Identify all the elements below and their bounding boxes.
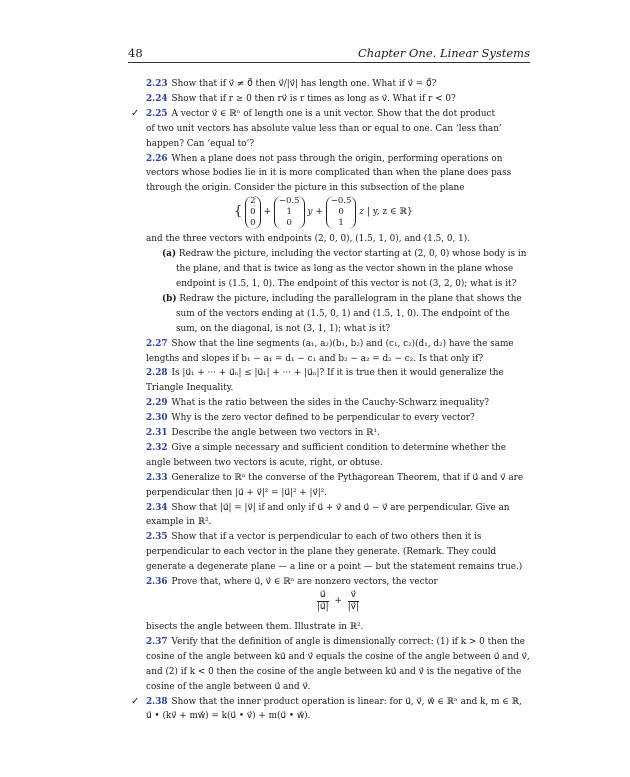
exercise-2-32 bbox=[146, 441, 530, 471]
exercise-text: Show that the line segments (a₁, a₂)(b₁, b₂) and (c₁, c₂)(d₁, d₂) have the same lengths and slopes if b₁ − a₁ = d₁ − c₁ and b₂ − a₂ = d₂ − c₂. Is that only if? bbox=[146, 338, 514, 364]
exercise-2-28 bbox=[146, 366, 530, 396]
exercise-2-36 bbox=[146, 575, 530, 590]
exercise-text: Why is the zero vector defined to be perpendicular to every vector? bbox=[171, 413, 475, 424]
exercise-2-23 bbox=[146, 77, 530, 92]
plane-equation: { 2 0 0 + −0.5 1 0 y + −0.5 0 1 z | y, z ∈ ℝ} bbox=[234, 196, 413, 229]
exercise-text: Verify that the definition of angle is dimensionally correct: (1) if k > 0 then the cosine of the angle between ku⃗ and v⃗ equals the cosine of the angle between u⃗ and v⃗, and (2) if k < 0 then the cosine of the angle between ku⃗ and v⃗ is the negative of the cosine of the angle between u⃗ and v⃗. bbox=[146, 636, 530, 692]
exercise-text: Show that the inner product operation is linear: for u⃗, v⃗, w⃗ ∈ ℝⁿ and k, m ∈ ℝ, u⃗ • (kv⃗ + mw⃗) = k(u⃗ • v⃗) + m(u⃗ • w⃗). bbox=[146, 696, 522, 722]
exercise-2-26 bbox=[146, 152, 530, 197]
exercise-2-34 bbox=[146, 501, 530, 531]
exercise-number: 2.23 bbox=[146, 79, 168, 89]
exercise-number: 2.29 bbox=[146, 398, 168, 409]
exercise-number: 2.31 bbox=[146, 428, 168, 439]
exercise-number: 2.27 bbox=[146, 338, 168, 349]
subpart-a: (a) Redraw the picture, including the vector starting at (2, 0, 0) whose body is in the plane, and that is twice as long as the vector shown in the plane whose endpoint is (1.5, 1, 0). The endpoint of this vector is not (3, 2, 0); what is it? bbox=[162, 249, 527, 289]
exercise-number: 2.33 bbox=[146, 472, 168, 483]
exercise-number: 2.37 bbox=[146, 636, 168, 647]
recommended-check-icon: ✓ bbox=[131, 107, 140, 119]
exercise-text: Describe the angle between two vectors in ℝ¹. bbox=[171, 428, 380, 439]
bisector-followup: bisects the angle between them. Illustrate in ℝ². bbox=[146, 622, 364, 632]
exercise-2-38 bbox=[131, 695, 530, 725]
exercise-text: Show that |u⃗| = |v⃗| if and only if u⃗ + v⃗ and u⃗ − v⃗ are perpendicular. Give an example in ℝ². bbox=[146, 502, 510, 528]
exercise-number: 2.38 bbox=[146, 696, 168, 707]
exercise-number: 2.25 bbox=[146, 108, 168, 119]
header-rule bbox=[128, 62, 530, 63]
exercise-2-29 bbox=[146, 396, 530, 411]
exercise-number: 2.36 bbox=[146, 577, 168, 588]
exercise-2-30 bbox=[146, 411, 530, 426]
exercise-text: vectors whose bodies lie in it is more complicated than when the plane does pass bbox=[146, 168, 512, 179]
plane-followup: and the three vectors with endpoints (2, 0, 0), (1.5, 1, 0), and (1.5, 0, 1). bbox=[146, 234, 471, 245]
exercise-2-24 bbox=[146, 92, 530, 107]
exercise-number: 2.26 bbox=[146, 153, 168, 164]
exercise-text: Show that if v⃗ ≠ 0⃗ then v⃗/|v⃗| has length one. What if v⃗ = 0⃗? bbox=[171, 79, 437, 89]
exercise-number: 2.28 bbox=[146, 368, 168, 379]
vector-v1: −0.5 1 0 bbox=[274, 196, 305, 229]
exercise-text: Show that if a vector is perpendicular to each of two others then it is perpendicular to each vector in the plane they generate. (Remark. They could generate a degenerate plane — a line or a point — but the statement remains true.) bbox=[146, 532, 523, 573]
exercise-2-33 bbox=[146, 471, 530, 501]
exercise-2-35 bbox=[146, 530, 530, 575]
exercise-text: Generalize to ℝⁿ the converse of the Pythagorean Theorem, that if u⃗ and v⃗ are perpendicular then |u⃗ + v⃗|² = |u⃗|² + |v⃗|². bbox=[146, 472, 524, 498]
bisector-formula: $\frac{u⃗}{|u⃗|}$ + $\frac{v⃗}{|v⃗|}$ bbox=[316, 590, 360, 612]
exercise-2-25 bbox=[131, 107, 530, 152]
exercise-number: 2.30 bbox=[146, 413, 168, 424]
exercise-2-31 bbox=[146, 426, 530, 441]
exercise-text: Show that if r ≥ 0 then rv⃗ is r times as long as v⃗. What if r < 0? bbox=[171, 93, 456, 104]
chapter-title: Chapter One. Linear Systems bbox=[357, 46, 530, 60]
exercise-text: When a plane does not pass through the origin, performing operations on bbox=[171, 153, 503, 164]
exercise-text: Prove that, where u⃗, v⃗ ∈ ℝⁿ are nonzero vectors, the vector bbox=[171, 577, 438, 588]
exercise-list bbox=[131, 77, 530, 724]
page-header bbox=[128, 46, 530, 62]
exercise-text: Give a simple necessary and sufficient condition to determine whether the angle between two vectors is acute, right, or obtuse. bbox=[146, 442, 506, 468]
subpart-b: (b) Redraw the picture, including the parallelogram in the plane that shows the sum of the vectors ending at (1.5, 0, 1) and (1.5, 1, 0). The endpoint of the sum, on the diagonal, is not (3, 1, 1); what is it? bbox=[162, 293, 522, 334]
exercise-number: 2.32 bbox=[146, 442, 168, 453]
exercise-number: 2.34 bbox=[146, 502, 168, 513]
recommended-check-icon: ✓ bbox=[131, 695, 140, 707]
exercise-number: 2.35 bbox=[146, 532, 168, 543]
exercise-text: through the origin. Consider the picture in this subsection of the plane bbox=[146, 183, 465, 194]
exercise-text: Is |u⃗₁ + ··· + u⃗ₙ| ≤ |u⃗₁| + ··· + |u⃗ₙ|? If it is true then it would generalize the Triangle Inequality. bbox=[146, 368, 504, 394]
exercise-2-37 bbox=[146, 635, 530, 695]
vector-v0: 2 0 0 bbox=[245, 196, 260, 229]
exercise-number: 2.24 bbox=[146, 93, 168, 104]
exercise-text: happen? Can ‘equal to’? bbox=[146, 138, 255, 149]
page-number: 48 bbox=[128, 46, 143, 60]
vector-v2: −0.5 0 1 bbox=[326, 196, 357, 229]
exercise-2-27 bbox=[146, 337, 530, 367]
exercise-text: of two unit vectors has absolute value less than or equal to one. Can ‘less than’ bbox=[146, 123, 502, 134]
exercise-text: What is the ratio between the sides in the Cauchy-Schwarz inequality? bbox=[171, 398, 489, 409]
exercise-text: A vector v⃗ ∈ ℝⁿ of length one is a unit vector. Show that the dot product bbox=[171, 108, 496, 119]
